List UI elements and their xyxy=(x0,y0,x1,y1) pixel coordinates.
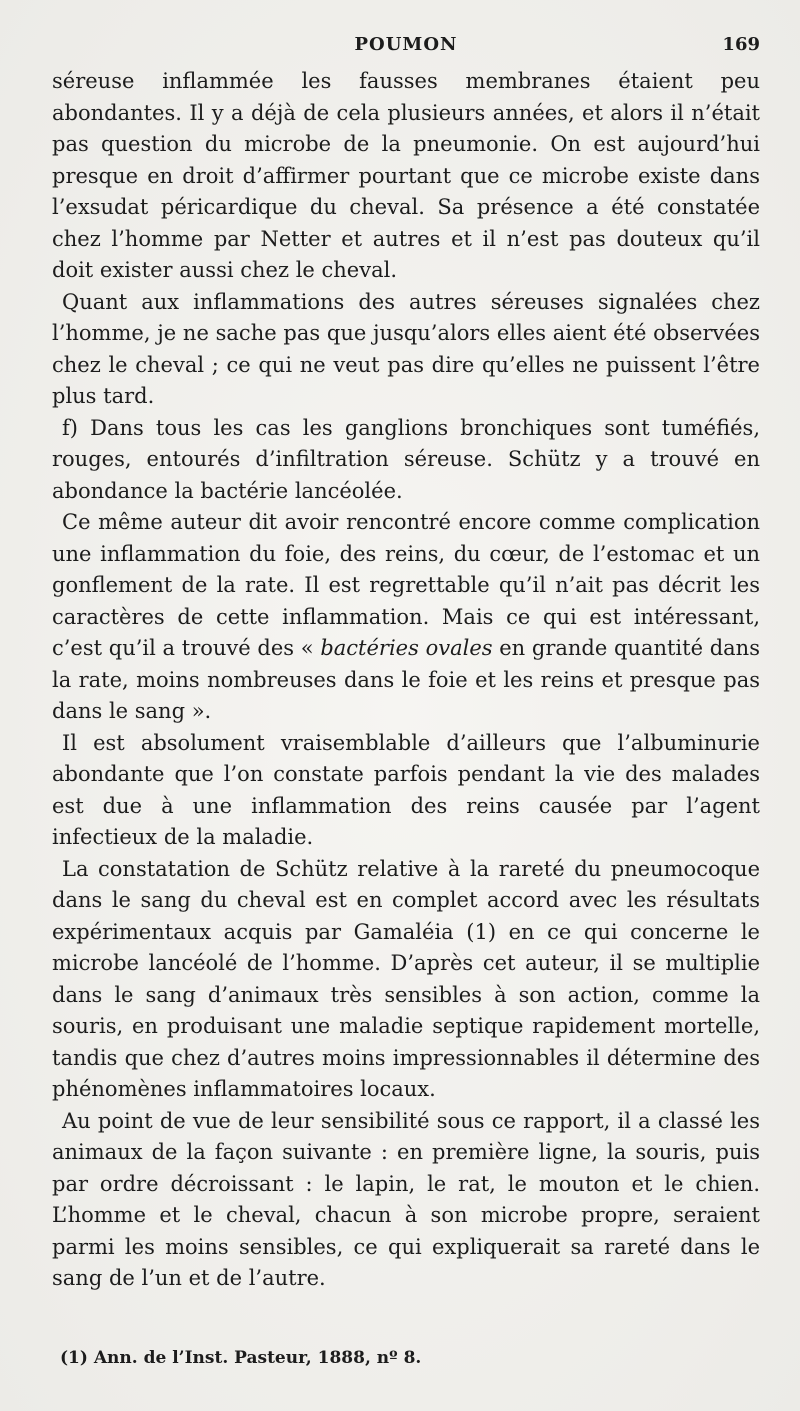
paragraph-complications-text: Ce même auteur dit avoir rencontré encore comme complication une inflammation du foie, des reins, du cœur, de l’estomac et un gonflement de la rate. Il est regrettable qu’il n’ait pas décrit les caractères de cette inflammation. Mais ce qui est intéressant, c’est qu’il a trouvé des « xyxy=(52,510,760,660)
paragraph-animal-sensitivity: Au point de vue de leur sensibilité sous ce rapport, il a classé les animaux de la façon suivante : en première ligne, la souris, puis par ordre décroissant : le lapin, le rat, le mouton et le chien. L’homme et le cheval, chacun à son microbe propre, seraient parmi les moins sensibles, ce qui expliquerait sa rareté dans le sang de l’un et de l’autre. xyxy=(52,1108,760,1290)
running-head: POUMON xyxy=(354,34,458,55)
footnote: (1) Ann. de l’Inst. Pasteur, 1888, nº 8. xyxy=(60,1348,422,1368)
paragraph-complications-text-end: en grande quantité dans la rate, moins nombreuses dans le foie et les reins et presque pas dans le sang ». xyxy=(52,636,760,723)
page-header xyxy=(52,34,760,66)
paragraph-other-serous-membranes: Quant aux inflammations des autres séreuses signalées chez l’homme, je ne sache pas que jusqu’alors elles aient été observées chez le cheval ; ce qui ne veut pas dire qu’elles ne puissent l’être plus tard. xyxy=(52,289,760,408)
body-text xyxy=(52,66,760,1295)
page-number: 169 xyxy=(722,34,760,55)
paragraph-bronchial-ganglia: f) Dans tous les cas les ganglions bronchiques sont tuméfiés, rouges, entourés d’infiltration séreuse. Schütz y a trouvé en abondance la bactérie lancéolée. xyxy=(52,415,760,503)
paragraph-albuminuria: Il est absolument vraisemblable d’ailleurs que l’albuminurie abondante que l’on constate parfois pendant la vie des malades est due à une inflammation des reins causée par l’agent infectieux de la maladie. xyxy=(52,730,760,849)
paragraph-pneumococcus-rarity: La constatation de Schütz relative à la rareté du pneumocoque dans le sang du cheval est en complet accord avec les résultats expérimentaux acquis par Gamaléia (1) en ce qui concerne le microbe lancéolé de l’homme. D’après cet auteur, il se multiplie dans le sang d’animaux très sensibles à son action, comme la souris, en produisant une maladie septique rapidement mortelle, tandis que chez d’autres moins impressionnables il détermine des phénomènes inflammatoires locaux. xyxy=(52,856,760,1101)
italic-phrase-oval-bacteria: bactéries ovales xyxy=(320,636,493,660)
paragraph-pericardial-exsudate: séreuse inflammée les fausses membranes étaient peu abondantes. Il y a déjà de cela plusieurs années, et alors il n’était pas question du microbe de la pneumonie. On est aujourd’hui presque en droit d’affirmer pourtant que ce microbe existe dans l’exsudat péricardique du cheval. Sa présence a été constatée chez l’homme par Netter et autres et il n’est pas douteux qu’il doit exister aussi chez le cheval. xyxy=(52,69,760,282)
paragraph-complications xyxy=(52,507,760,728)
